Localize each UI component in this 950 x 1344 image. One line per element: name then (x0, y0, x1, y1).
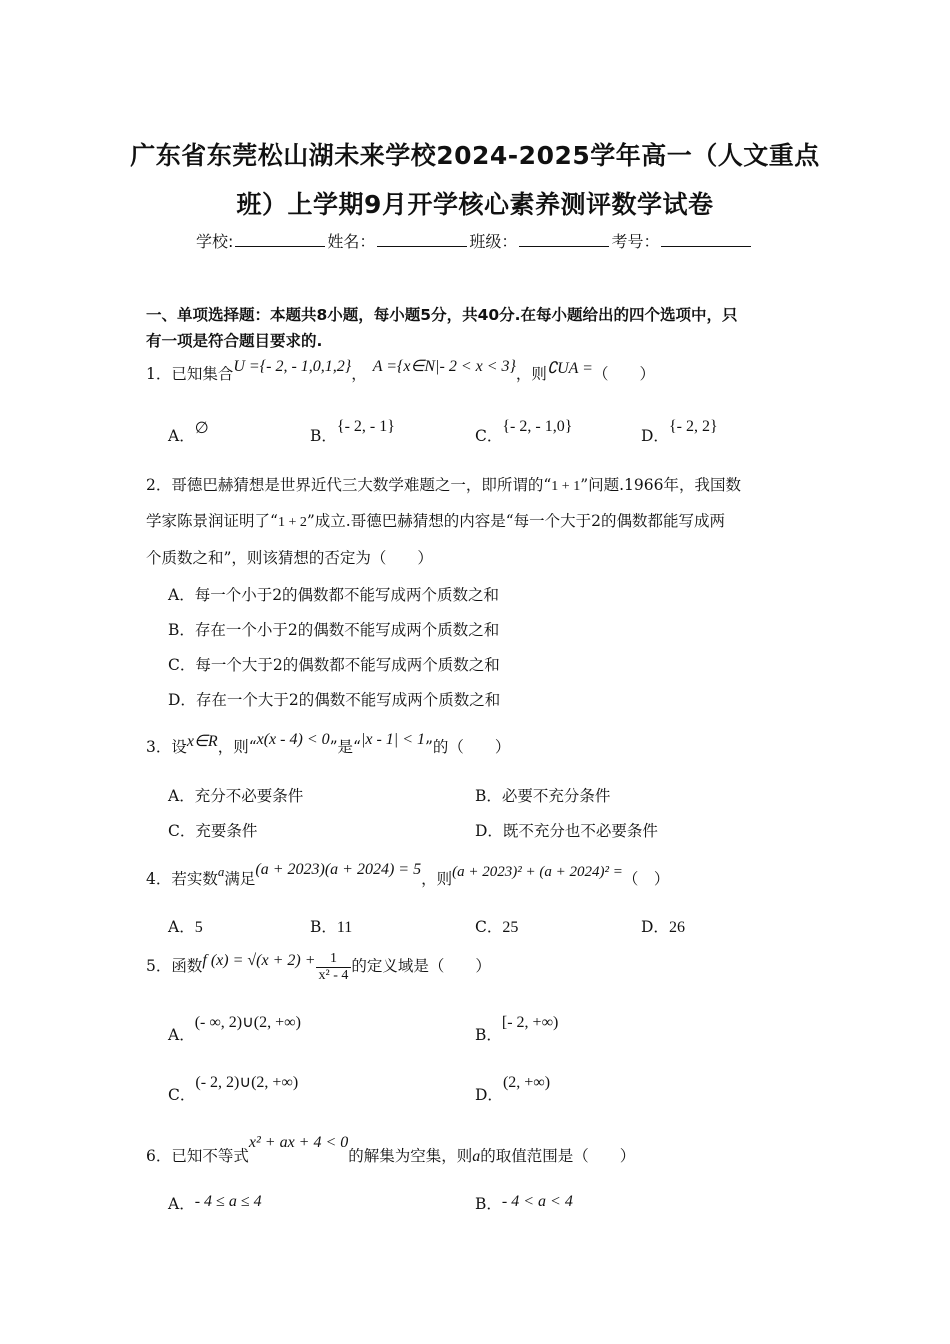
q1-option-b-label: B． (310, 427, 337, 445)
q2-option-b[interactable]: B．存在一个小于2的偶数不能写成两个质数之和 (168, 621, 500, 639)
q2-text-1b: ”问题.1966年，我国数 (580, 476, 742, 494)
q1-option-a-label: A． (168, 427, 195, 445)
q5-function: f (x) = √(x + 2) + (202, 952, 316, 969)
page-title-line-1: 广东省东莞松山湖未来学校2024-2025学年高一（人文重点 (130, 141, 820, 170)
q5-option-d-value: (2, +∞) (502, 1074, 551, 1091)
q6-expression: x² + ax + 4 < 0 (248, 1134, 349, 1151)
q6-option-a[interactable] (168, 1192, 262, 1214)
q2-text-2a: 学家陈景润证明了“ (146, 512, 278, 530)
q1-set-a: A ={x∈N|- 2 < x < 3} (372, 358, 516, 375)
q6-option-b-label: B． (475, 1195, 502, 1213)
q5-fraction (316, 951, 352, 984)
q4-option-b-value: 11 (336, 919, 353, 936)
q1-option-c-label: C． (475, 427, 503, 445)
q2-option-d[interactable]: D．存在一个大于2的偶数不能写成两个质数之和 (168, 691, 501, 709)
q3-prefix: 3．设 (146, 738, 187, 756)
q5-fraction-denominator: x² - 4 (318, 967, 349, 983)
q4-option-c-label: C． (475, 918, 503, 936)
q3-expr-2: |x - 1| < 1 (360, 731, 425, 748)
q3-expr-1: x(x - 4) < 0 (256, 731, 330, 748)
q4-prefix: 4．若实数 (146, 870, 218, 888)
question-1 (146, 358, 655, 384)
q5-option-c[interactable] (168, 1074, 299, 1105)
q5-option-c-value: (- 2, 2)∪(2, +∞) (195, 1074, 299, 1091)
q4-option-a[interactable] (168, 915, 203, 937)
q1-complement: ∁UA = (546, 360, 593, 377)
q3-mid-1: ，则“ (217, 738, 257, 756)
section-heading-line-1: 一、单项选择题：本题共8小题，每小题5分，共40分.在每小题给出的四个选项中，只 (146, 306, 738, 324)
q2-text-1a: 2．哥德巴赫猜想是世界近代三大数学难题之一，即所谓的“ (146, 476, 552, 494)
q4-option-a-label: A． (168, 918, 195, 936)
q5-option-b-label: B． (475, 1026, 502, 1044)
q1-then: ，则 (515, 365, 547, 383)
class-label: 班级： (469, 232, 518, 251)
q6-variable: a (472, 1148, 481, 1165)
q1-option-d-label: D． (641, 427, 669, 445)
section-heading-line-2: 有一项是符合题目要求的. (146, 332, 323, 350)
q5-option-d-label: D． (475, 1086, 503, 1104)
q5-option-a[interactable] (168, 1014, 301, 1045)
q4-option-a-value: 5 (194, 919, 203, 936)
q2-expr-1: 1 + 1 (551, 479, 581, 494)
number-blank[interactable] (661, 232, 751, 247)
q4-option-d[interactable] (641, 915, 685, 937)
q1-option-a[interactable] (168, 420, 209, 446)
q2-expr-2: 1 + 2 (277, 515, 307, 530)
q5-option-b[interactable] (475, 1014, 559, 1045)
q4-option-d-label: D． (641, 918, 669, 936)
q5-fraction-numerator: 1 (316, 951, 352, 968)
q1-option-b-value: {- 2, - 1} (336, 418, 395, 435)
q3-option-d[interactable]: D．既不充分也不必要条件 (475, 822, 658, 840)
q5-option-a-label: A． (168, 1026, 195, 1044)
q6-suffix: 的取值范围是（ ） (480, 1147, 636, 1165)
q3-condition: x∈R (186, 733, 218, 750)
question-2-line-3: 个质数之和”，则该猜想的否定为（ ） (146, 549, 433, 567)
q1-set-u: U ={- 2, - 1,0,1,2} (233, 358, 352, 375)
question-3 (146, 731, 511, 757)
q4-expr-1: (a + 2023)(a + 2024) = 5 (255, 861, 422, 878)
q1-option-d-value: {- 2, 2} (668, 418, 718, 435)
q5-option-b-value: [- 2, +∞) (501, 1014, 559, 1031)
q6-prefix: 6．已知不等式 (146, 1147, 249, 1165)
page-title-line-2: 班）上学期9月开学核心素养测评数学试卷 (236, 190, 714, 219)
q3-option-a[interactable]: A．充分不必要条件 (168, 787, 304, 805)
q4-paren: （ ） (622, 870, 670, 888)
class-blank[interactable] (519, 232, 609, 247)
q5-suffix: 的定义域是（ ） (351, 957, 491, 975)
q1-option-d[interactable] (641, 418, 718, 446)
school-blank[interactable] (235, 232, 325, 247)
student-info-line (196, 229, 753, 252)
q4-option-b[interactable] (310, 915, 352, 937)
question-6 (146, 1134, 636, 1166)
q4-option-c-value: 25 (502, 919, 519, 936)
q6-option-b[interactable] (475, 1192, 573, 1214)
q3-option-b[interactable]: B．必要不充分条件 (475, 787, 611, 805)
question-5 (146, 948, 491, 985)
q1-option-b[interactable] (310, 418, 395, 446)
q3-suffix: ”的（ ） (425, 738, 511, 756)
q4-option-b-label: B． (310, 918, 337, 936)
q6-option-a-label: A． (168, 1195, 195, 1213)
q4-variable: a (217, 864, 225, 879)
question-4 (146, 861, 670, 889)
name-blank[interactable] (377, 232, 467, 247)
q4-mid: 满足 (224, 870, 256, 888)
q5-option-d[interactable] (475, 1074, 551, 1105)
q2-option-a[interactable]: A．每一个小于2的偶数都不能写成两个质数之和 (168, 586, 500, 604)
q4-expr-2: (a + 2023)² + (a + 2024)² = (452, 864, 623, 880)
q4-option-d-value: 26 (668, 919, 685, 936)
school-label: 学校: (196, 232, 234, 251)
q5-option-a-value: (- ∞, 2)∪(2, +∞) (194, 1014, 301, 1031)
q5-prefix: 5．函数 (146, 957, 203, 975)
q1-comma: ， (351, 365, 367, 383)
q4-then: ，则 (421, 870, 453, 888)
name-label: 姓名： (327, 232, 376, 251)
question-2-line-1 (146, 473, 741, 495)
q6-option-a-value: - 4 ≤ a ≤ 4 (194, 1193, 262, 1210)
q6-option-b-value: - 4 < a < 4 (501, 1193, 573, 1210)
q1-option-c[interactable] (475, 418, 573, 446)
q2-text-2b: ”成立.哥德巴赫猜想的内容是“每一个大于2的偶数都能写成两 (306, 512, 725, 530)
q4-option-c[interactable] (475, 915, 518, 937)
question-2-line-2 (146, 509, 725, 531)
q6-mid: 的解集为空集，则 (348, 1147, 473, 1165)
q3-mid-2: ”是“ (329, 738, 361, 756)
q1-option-a-value: ∅ (194, 420, 209, 437)
q2-option-c[interactable]: C．每一个大于2的偶数都不能写成两个质数之和 (168, 656, 500, 674)
q3-option-c[interactable]: C．充要条件 (168, 822, 258, 840)
q5-option-c-label: C． (168, 1086, 196, 1104)
q1-paren: （ ） (592, 365, 655, 383)
number-label: 考号： (611, 232, 660, 251)
q1-option-c-value: {- 2, - 1,0} (502, 418, 573, 435)
q1-prefix: 1．已知集合 (146, 365, 234, 383)
